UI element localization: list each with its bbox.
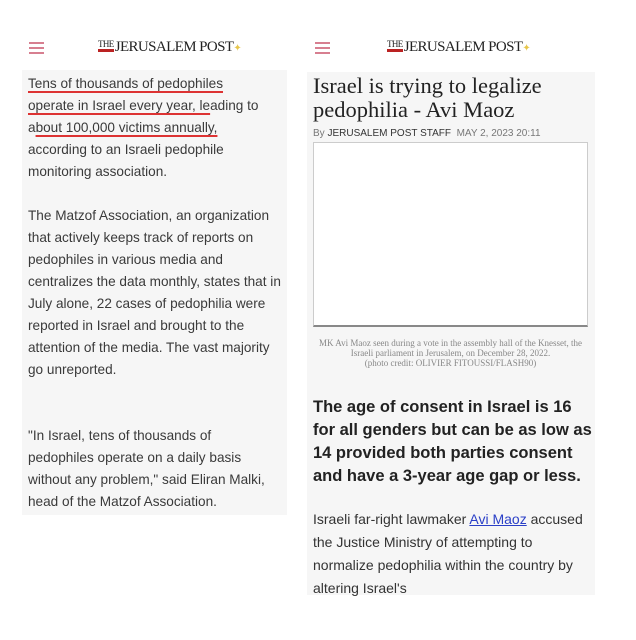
- text: accused the Justice Ministry of attempting to normalize pedophilia within the country by altering Israel's: [313, 511, 583, 596]
- left-article-excerpt: [22, 70, 287, 515]
- caption-text: MK Avi Maoz seen during a vote in the assembly hall of the Knesset, the Israeli parliament in Jerusalem, on December 28, 2022.: [318, 338, 583, 358]
- article-photo: [313, 142, 588, 327]
- text: Israeli far-right lawmaker: [313, 511, 470, 527]
- avi-maoz-link[interactable]: Avi Maoz: [469, 511, 527, 527]
- article-title: Israel is trying to legalize pedophilia - Avi Maoz: [313, 73, 542, 122]
- text: a: [28, 120, 36, 135]
- menu-icon[interactable]: [315, 42, 330, 54]
- highlighted-text: Tens of thousands of pedophiles: [28, 76, 223, 91]
- article-lead: The age of consent in Israel is 16 for all genders but can be as low as 14 provided both parties consent and have a 3-year age gap or less.: [313, 398, 592, 485]
- text: ading to: [210, 98, 259, 113]
- paragraph-2: The Matzof Association, an organization that actively keeps track of reports on pedophiles in various media and centralizes the data monthly, states that in July alone, 22 cases of pedophilia were reported in Israel and brought to the attention of the media. The vast majority go unreported.: [28, 208, 281, 377]
- by-label: By: [313, 128, 325, 139]
- paragraph-1: [28, 73, 287, 183]
- text: according to an Israeli pedophile monitoring association.: [28, 142, 224, 179]
- menu-icon[interactable]: [29, 42, 44, 54]
- highlighted-text: operate in Israel every year, le: [28, 98, 211, 113]
- paragraph-3: "In Israel, tens of thousands of pedophiles operate on a daily basis without any problem," said Eliran Malki, head of the Matzof Association.: [28, 428, 265, 509]
- publish-date: MAY 2, 2023 20:11: [456, 128, 541, 139]
- right-article: [307, 72, 595, 595]
- site-logo[interactable]: $^{THE}$JERUSALEM POST✦: [98, 39, 242, 55]
- site-logo[interactable]: $^{THE}$JERUSALEM POST✦: [387, 39, 531, 55]
- photo-caption: [313, 338, 588, 368]
- left-header: [0, 38, 290, 60]
- right-header: [300, 38, 600, 60]
- author-link[interactable]: JERUSALEM POST STAFF: [327, 128, 451, 139]
- photo-credit: (photo credit: OLIVIER FITOUSSI/FLASH90): [364, 358, 537, 368]
- byline: [313, 128, 589, 139]
- highlighted-text: bout 100,000 victims annually,: [35, 120, 218, 135]
- article-body: [313, 508, 593, 600]
